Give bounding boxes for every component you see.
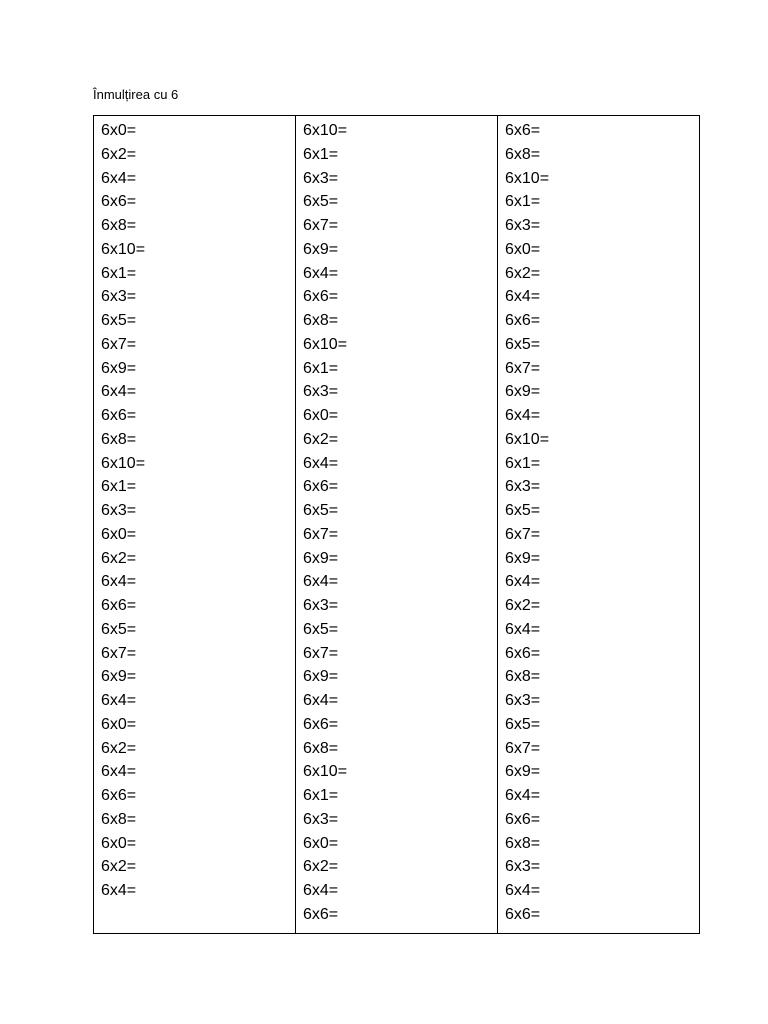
- exercise-item: 6x5=: [303, 620, 339, 638]
- exercise-item: 6x9=: [101, 668, 137, 686]
- exercise-item: 6x9=: [303, 668, 339, 686]
- exercise-item: 6x6=: [505, 644, 541, 662]
- exercise-item: 6x4=: [101, 169, 137, 187]
- exercise-item: 6x2=: [505, 264, 541, 282]
- exercise-item: 6x2=: [101, 549, 137, 567]
- exercise-item: 6x4=: [101, 763, 137, 781]
- exercise-item: 6x3=: [505, 478, 541, 496]
- exercise-item: 6x10=: [303, 763, 348, 781]
- exercise-item: 6x7=: [303, 644, 339, 662]
- exercise-item: 6x3=: [303, 810, 339, 828]
- exercise-item: 6x6=: [505, 905, 541, 923]
- exercise-item: 6x8=: [303, 739, 339, 757]
- exercise-item: 6x4=: [101, 573, 137, 591]
- exercise-item: 6x7=: [505, 525, 541, 543]
- exercise-item: 6x0=: [101, 525, 137, 543]
- exercise-item: 6x4=: [505, 407, 541, 424]
- exercise-item: 6x9=: [303, 549, 339, 567]
- exercise-item: 6x9=: [303, 240, 339, 258]
- exercise-item: 6x1=: [303, 787, 339, 804]
- exercise-item: 6x0=: [101, 834, 137, 852]
- exercise-item: 6x7=: [101, 335, 137, 353]
- exercise-item: 6x9=: [505, 383, 541, 401]
- exercise-item: 6x10=: [303, 122, 348, 139]
- exercise-item: 6x8=: [101, 810, 137, 828]
- exercise-item: 6x4=: [101, 692, 137, 709]
- exercise-item: 6x1=: [303, 359, 339, 377]
- exercise-item: 6x0=: [303, 834, 339, 852]
- exercise-item: 6x0=: [101, 715, 137, 733]
- exercise-item: 6x3=: [505, 692, 541, 709]
- exercise-item: 6x4=: [303, 692, 339, 709]
- exercise-item: 6x1=: [505, 454, 541, 472]
- exercise-item: 6x4=: [303, 454, 339, 472]
- page-title: Înmulțirea cu 6: [93, 87, 179, 102]
- exercise-item: 6x6=: [303, 478, 339, 496]
- exercise-item: 6x6=: [101, 597, 137, 614]
- exercise-item: 6x6=: [101, 787, 137, 804]
- exercise-item: 6x8=: [101, 217, 137, 234]
- exercise-item: 6x5=: [505, 335, 541, 353]
- exercise-item: 6x8=: [303, 312, 339, 329]
- exercise-item: 6x5=: [505, 715, 541, 733]
- exercise-item: 6x4=: [303, 264, 339, 282]
- exercise-item: 6x5=: [101, 620, 137, 638]
- exercise-item: 6x10=: [101, 454, 146, 472]
- exercise-item: 6x7=: [303, 525, 339, 543]
- exercise-item: 6x8=: [101, 430, 137, 448]
- exercise-item: 6x4=: [101, 383, 137, 401]
- exercise-item: 6x2=: [101, 739, 137, 757]
- exercise-item: 6x6=: [101, 193, 137, 211]
- exercise-table-row: [94, 116, 700, 934]
- exercise-item: 6x0=: [505, 240, 541, 258]
- exercise-item: 6x5=: [303, 502, 339, 519]
- exercise-item: 6x3=: [505, 217, 541, 234]
- exercise-item: 6x4=: [505, 573, 541, 591]
- exercise-item: 6x0=: [303, 407, 339, 424]
- exercise-item: 6x6=: [303, 288, 339, 306]
- exercise-item: 6x1=: [101, 478, 137, 496]
- exercise-item: 6x9=: [101, 359, 137, 377]
- exercise-item: 6x3=: [505, 858, 541, 876]
- exercise-item: 6x7=: [505, 739, 541, 757]
- exercise-item: 6x2=: [101, 145, 137, 163]
- exercise-item: 6x10=: [303, 335, 348, 353]
- exercise-table: [93, 115, 700, 934]
- exercise-item: 6x3=: [303, 597, 339, 614]
- exercise-item: 6x6=: [505, 312, 541, 329]
- exercise-item: 6x4=: [505, 882, 541, 899]
- exercise-item: 6x6=: [505, 122, 541, 139]
- exercise-item: 6x9=: [505, 763, 541, 781]
- exercise-item: 6x4=: [303, 882, 339, 899]
- exercise-item: 6x6=: [505, 810, 541, 828]
- exercise-item: 6x2=: [505, 597, 541, 614]
- exercise-item: 6x2=: [303, 858, 339, 876]
- exercise-item: 6x6=: [101, 407, 137, 424]
- exercise-item: 6x8=: [505, 668, 541, 686]
- exercise-item: 6x2=: [303, 430, 339, 448]
- exercise-item: 6x5=: [303, 193, 339, 211]
- exercise-item: 6x10=: [505, 169, 550, 187]
- exercise-item: 6x3=: [303, 169, 339, 187]
- exercise-item: 6x10=: [505, 430, 550, 448]
- exercise-item: 6x4=: [505, 787, 541, 804]
- exercise-column-2: [296, 116, 498, 934]
- exercise-item: 6x4=: [505, 288, 541, 306]
- exercise-item: 6x2=: [101, 858, 137, 876]
- exercise-item: 6x7=: [505, 359, 541, 377]
- exercise-item: 6x7=: [303, 217, 339, 234]
- exercise-item: 6x1=: [505, 193, 541, 211]
- exercise-column-3: [498, 116, 700, 934]
- exercise-item: 6x10=: [101, 240, 146, 258]
- exercise-item: 6x1=: [303, 145, 339, 163]
- exercise-item: 6x6=: [303, 905, 339, 923]
- exercise-item: 6x4=: [505, 620, 541, 638]
- exercise-item: 6x1=: [101, 264, 137, 282]
- exercise-item: 6x6=: [303, 715, 339, 733]
- exercise-item: 6x7=: [101, 644, 137, 662]
- exercise-item: 6x9=: [505, 549, 541, 567]
- exercise-item: 6x8=: [505, 834, 541, 852]
- exercise-item: 6x3=: [303, 383, 339, 401]
- exercise-item: 6x8=: [505, 145, 541, 163]
- exercise-item: 6x4=: [303, 573, 339, 591]
- exercise-item: 6x0=: [101, 122, 137, 139]
- exercise-item: 6x3=: [101, 288, 137, 306]
- exercise-column-1: [94, 116, 296, 934]
- exercise-item: 6x5=: [101, 312, 137, 329]
- exercise-item: 6x5=: [505, 502, 541, 519]
- exercise-item: 6x3=: [101, 502, 137, 519]
- exercise-item: 6x4=: [101, 882, 137, 899]
